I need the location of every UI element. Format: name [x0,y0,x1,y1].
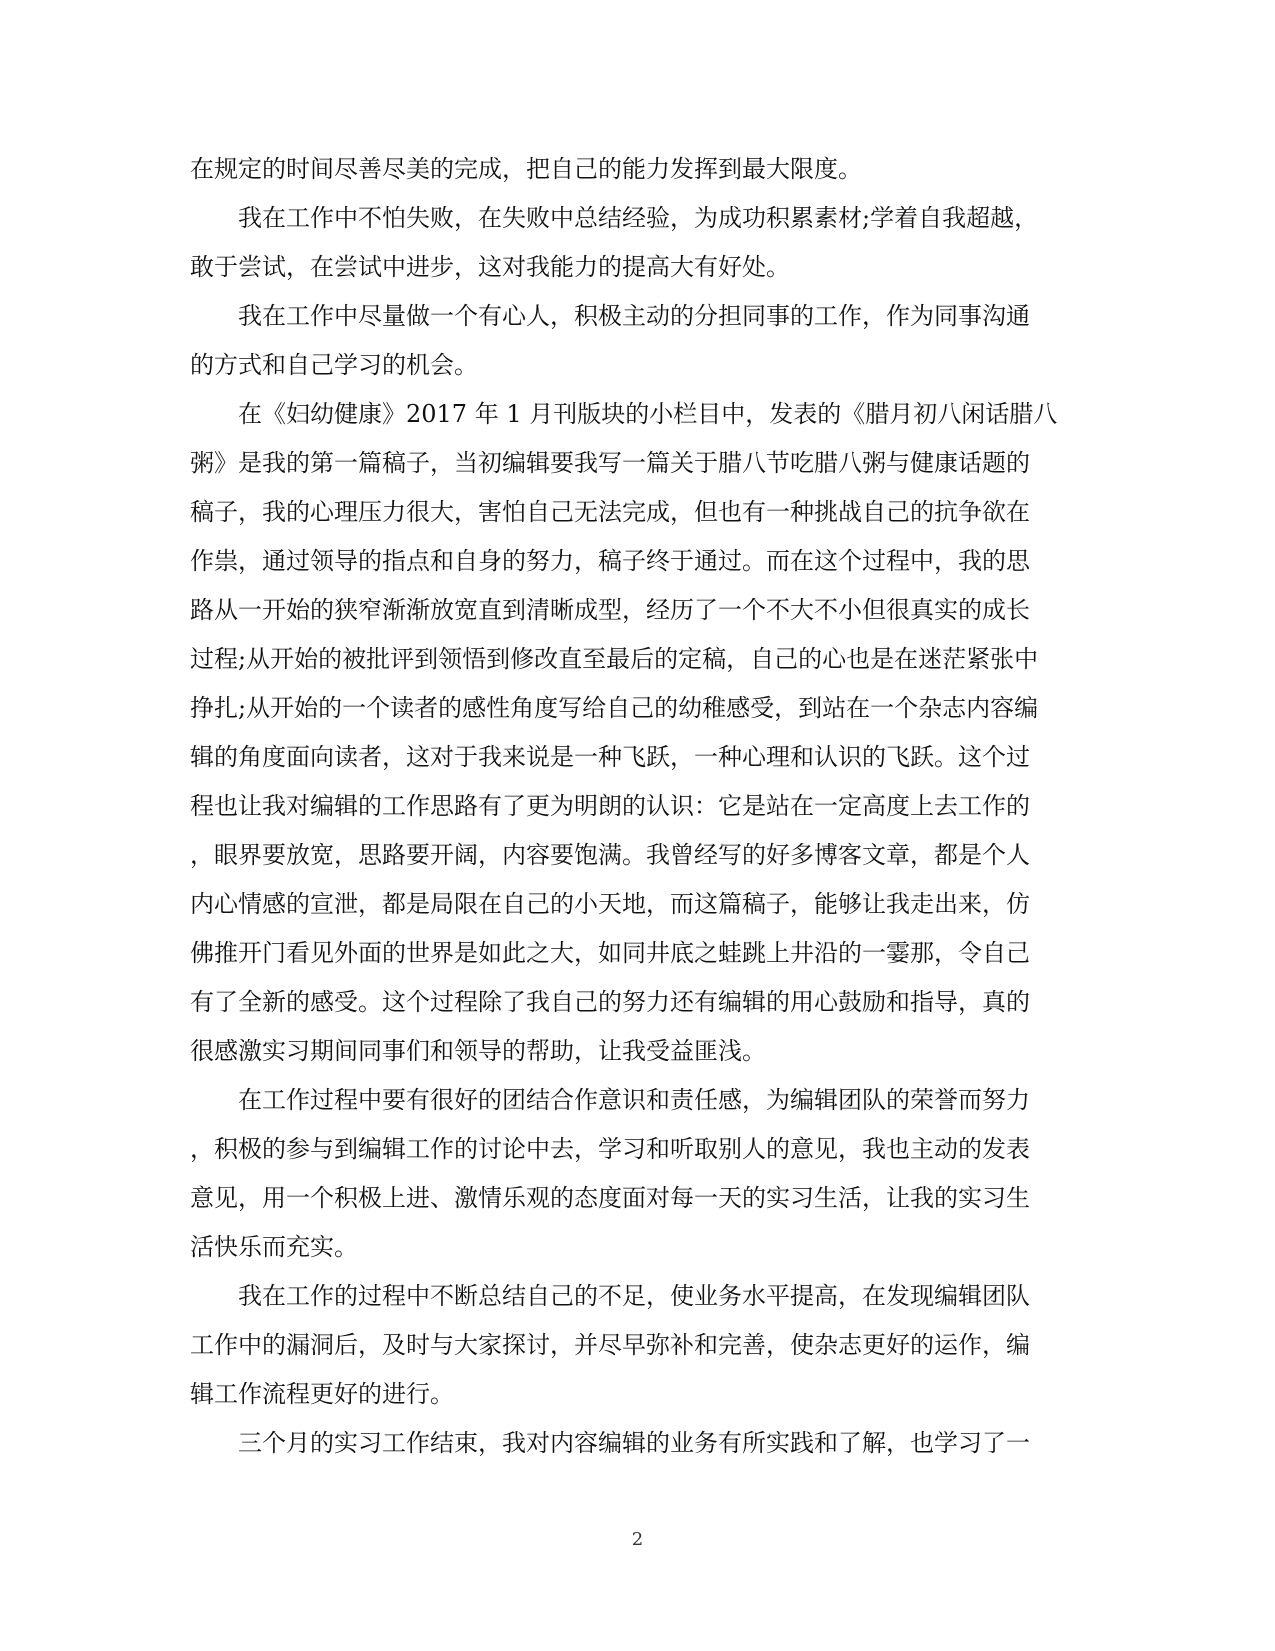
text-line: 在《妇幼健康》2017 年 1 月刊版块的小栏目中，发表的《腊月初八闲话腊八 [190,400,1058,428]
text-line: 内心情感的宣泄，都是局限在自己的小天地，而这篇稿子，能够让我走出来，仿 [190,890,1030,918]
page-number: 2 [631,1529,644,1550]
text-line: 过程;从开始的被批评到领悟到修改直至最后的定稿，自己的心也是在迷茫紧张中 [190,645,1039,673]
text-line: 在规定的时间尽善尽美的完成，把自己的能力发挥到最大限度。 [190,155,862,183]
text-line: 辑的角度面向读者，这对于我来说是一种飞跃，一种心理和认识的飞跃。这个过 [190,743,1030,771]
text-line: 稿子，我的心理压力很大，害怕自己无法完成，但也有一种挑战自己的抗争欲在 [190,498,1030,526]
text-line: 我在工作中尽量做一个有心人，积极主动的分担同事的工作，作为同事沟通 [190,302,1030,330]
text-line: ，眼界要放宽，思路要开阔，内容要饱满。我曾经写的好多博客文章，都是个人 [190,841,1030,869]
text-line: 意见，用一个积极上进、激情乐观的态度面对每一天的实习生活，让我的实习生 [190,1184,1030,1212]
text-line: 有了全新的感受。这个过程除了我自己的努力还有编辑的用心鼓励和指导，真的 [190,988,1030,1016]
body-text [190,157,1080,1480]
text-line: 作祟，通过领导的指点和自身的努力，稿子终于通过。而在这个过程中，我的思 [190,547,1030,575]
text-line: 敢于尝试，在尝试中进步，这对我能力的提高大有好处。 [190,253,790,281]
text-line: 三个月的实习工作结束，我对内容编辑的业务有所实践和了解，也学习了一 [190,1429,1030,1457]
text-line: 很感激实习期间同事们和领导的帮助，让我受益匪浅。 [190,1037,766,1065]
text-line: 的方式和自己学习的机会。 [190,351,478,379]
text-line: 活快乐而充实。 [190,1233,358,1261]
text-line: 路从一开始的狭窄渐渐放宽直到清晰成型，经历了一个不大不小但很真实的成长 [190,596,1030,624]
text-line: 佛推开门看见外面的世界是如此之大，如同井底之蛙跳上井沿的一霎那，令自己 [190,939,1030,967]
text-line: 粥》是我的第一篇稿子，当初编辑要我写一篇关于腊八节吃腊八粥与健康话题的 [190,449,1030,477]
text-line: 程也让我对编辑的工作思路有了更为明朗的认识：它是站在一定高度上去工作的 [190,792,1030,820]
text-line: ，积极的参与到编辑工作的讨论中去，学习和听取别人的意见，我也主动的发表 [190,1135,1030,1163]
text-line: 我在工作中不怕失败，在失败中总结经验，为成功积累素材;学着自我超越， [190,204,1039,232]
text-line: 挣扎;从开始的一个读者的感性角度写给自己的幼稚感受，到站在一个杂志内容编 [190,694,1039,722]
text-line: 我在工作的过程中不断总结自己的不足，使业务水平提高，在发现编辑团队 [190,1282,1030,1310]
text-line: 在工作过程中要有很好的团结合作意识和责任感，为编辑团队的荣誉而努力 [190,1086,1030,1114]
text-line: 工作中的漏洞后，及时与大家探讨，并尽早弥补和完善，使杂志更好的运作，编 [190,1331,1030,1359]
text-line: 辑工作流程更好的进行。 [190,1380,454,1408]
